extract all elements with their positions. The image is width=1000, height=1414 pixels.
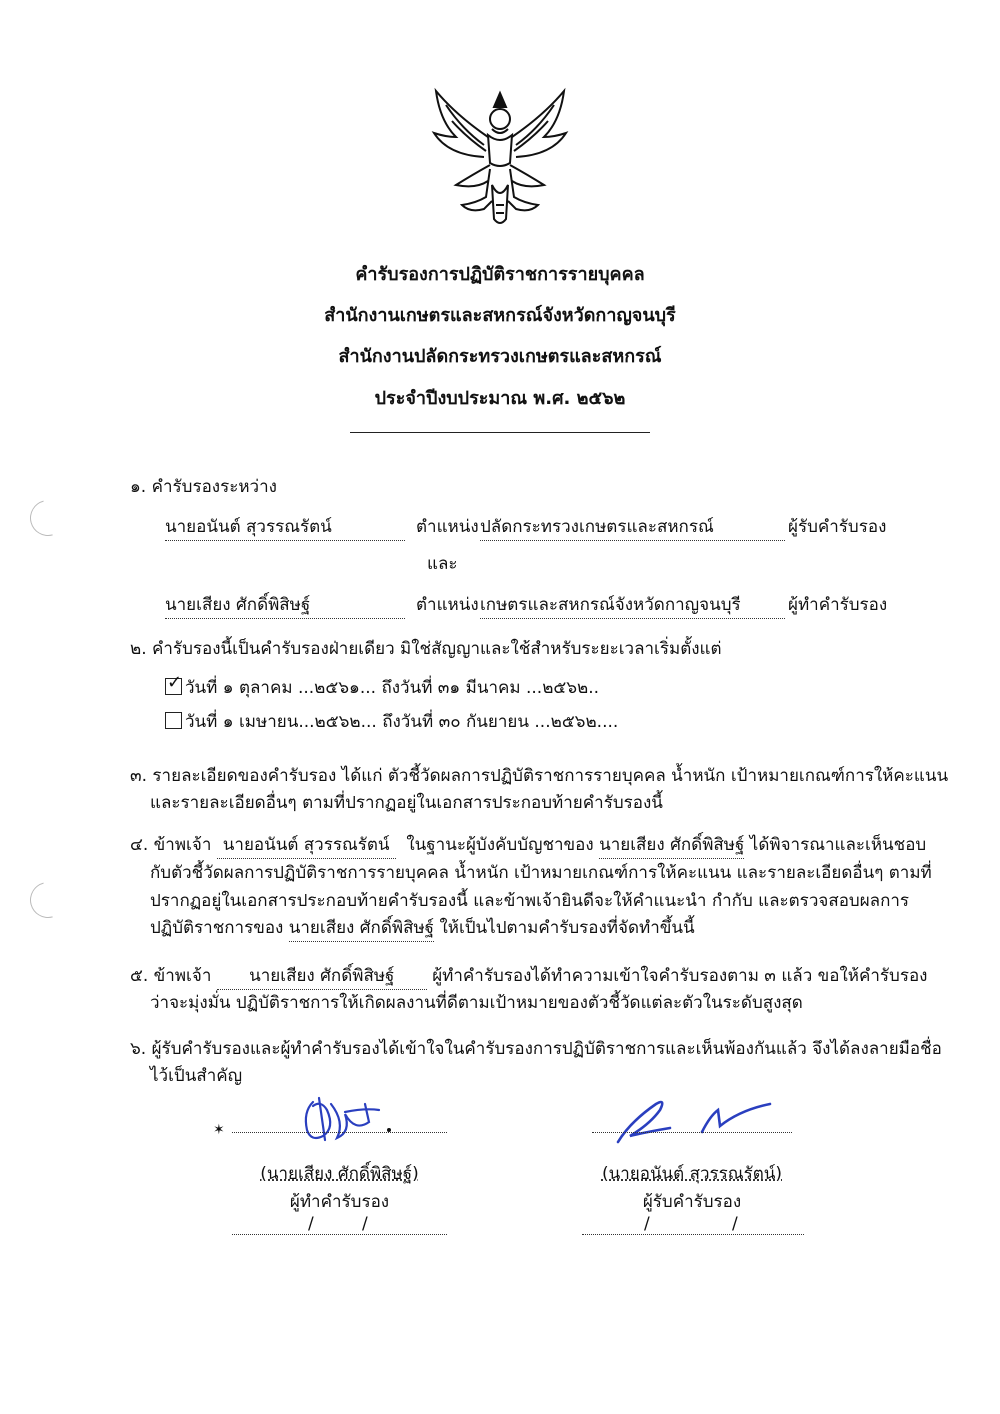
party1-position: ปลัดกระทรวงเกษตรและสหกรณ์: [480, 513, 785, 541]
punch-hole: [23, 493, 72, 542]
party2-role: ผู้ทำคำรับรอง: [788, 595, 888, 615]
date-separator: /: [308, 1214, 314, 1234]
section-4-suffix: ได้พิจารณาและเห็นชอบ: [749, 835, 927, 855]
garuda-emblem-icon: [426, 85, 574, 235]
subordinate-name: นายเสียง ศักดิ์พิสิษฐ์: [289, 914, 434, 942]
right-signer-name: (นายอนันต์ สุวรรณรัตน์): [601, 1164, 783, 1184]
fiscal-year: ประจำปีงบประมาณ พ.ศ. ๒๕๖๒: [374, 388, 626, 409]
left-signer-role: ผู้ทำคำรับรอง: [289, 1192, 390, 1212]
check-icon: ✓: [167, 672, 183, 693]
section-6-line2: ไว้เป็นสำคัญ: [150, 1066, 243, 1086]
party2-position-label: ตำแหน่ง: [416, 595, 479, 615]
period-option-1[interactable]: [165, 674, 599, 701]
period-option-1-label: วันที่ ๑ ตุลาคม ...๒๕๖๑... ถึงวันที่ ๓๑ มีนาคม ...๒๕๖๒..: [185, 678, 600, 698]
right-signature-line: [592, 1132, 792, 1133]
subordinate-name: นายเสียง ศักดิ์พิสิษฐ์: [599, 831, 744, 859]
section-5-line2: ว่าจะมุ่งมั่น ปฏิบัติราชการให้เกิดผลงานที่ดีตามเป้าหมายของตัวชี้วัดแต่ละตัวในระดับสูงสุด: [150, 993, 803, 1013]
party1-position-label: ตำแหน่ง: [416, 517, 479, 537]
section-4-line4: [150, 914, 695, 942]
right-date-line: [582, 1214, 804, 1235]
date-separator: /: [644, 1214, 650, 1234]
section-4-line4-prefix: ปฏิบัติราชการของ: [150, 918, 284, 938]
section-3-line2: และรายละเอียดอื่นๆ ตามที่ปรากฏอยู่ในเอกสารประกอบท้ายคำรับรองนี้: [150, 793, 663, 813]
office-name: สำนักงานเกษตรและสหกรณ์จังหวัดกาญจนบุรี: [324, 305, 676, 326]
section-4-line3: ปรากฏอยู่ในเอกสารประกอบท้ายคำรับรองนี้ และข้าพเจ้ายินดีจะให้คำแนะนำ กำกับ และตรวจสอบผลการ: [150, 891, 910, 911]
section-5-prefix: ๕. ข้าพเจ้า: [130, 966, 212, 986]
date-separator: /: [362, 1214, 368, 1234]
section-4-prefix: ๔. ข้าพเจ้า: [130, 835, 212, 855]
party2-position: เกษตรและสหกรณ์จังหวัดกาญจนบุรี: [480, 591, 785, 619]
section-5-line1: [130, 962, 927, 990]
punch-hole: [23, 875, 72, 924]
section-4-line2: กับตัวชี้วัดผลการปฏิบัติราชการรายบุคคล น้ำหนัก เป้าหมายเกณฑ์การให้คะแนน และรายละเอียดอื่นๆ ตามที่: [150, 863, 932, 883]
doc-title: คำรับรองการปฏิบัติราชการรายบุคคล: [355, 264, 645, 285]
right-signer-role: ผู้รับคำรับรอง: [642, 1192, 742, 1212]
title-divider: [350, 432, 650, 433]
section-4-mid: ในฐานะผู้บังคับบัญชาของ: [406, 835, 594, 855]
period-option-2-checkbox[interactable]: [165, 712, 182, 729]
party2-name: นายเสียง ศักดิ์พิสิษฐ์: [165, 591, 405, 619]
pledger-name: นายเสียง ศักดิ์พิสิษฐ์: [217, 962, 427, 990]
left-date-line: [232, 1214, 447, 1235]
party1-name: นายอนันต์ สุวรรณรัตน์: [165, 513, 405, 541]
left-signature: [285, 1092, 405, 1152]
section-6-line1: ๖. ผู้รับคำรับรองและผู้ทำคำรับรองได้เข้าใจในคำรับรองการปฏิบัติราชการและเห็นพ้องกันแล้ว จึงได้ลงลายมือชื่อ: [130, 1039, 942, 1059]
section-2-heading: ๒. คำรับรองนี้เป็นคำรับรองฝ่ายเดียว มิใช่สัญญาและใช้สำหรับระยะเวลาเริ่มตั้งแต่: [130, 639, 722, 659]
right-signature: [610, 1092, 780, 1152]
section-5-suffix: ผู้ทำคำรับรองได้ทำความเข้าใจคำรับรองตาม ๓ แล้ว ขอให้คำรับรอง: [432, 966, 928, 986]
period-option-1-checkbox[interactable]: [165, 672, 183, 695]
section-1-heading: ๑. คำรับรองระหว่าง: [130, 477, 277, 497]
section-4-line4-suffix: ให้เป็นไปตามคำรับรองที่จัดทำขึ้นนี้: [439, 918, 695, 938]
left-signer-name: (นายเสียง ศักดิ์พิสิษฐ์): [260, 1164, 419, 1184]
left-signature-line: [232, 1132, 447, 1133]
date-separator: /: [732, 1214, 738, 1234]
party1-role: ผู้รับคำรับรอง: [788, 517, 887, 537]
period-option-2-label: วันที่ ๑ เมษายน...๒๕๖๒... ถึงวันที่ ๓๐ กันยายน ...๒๕๖๒....: [185, 712, 619, 732]
left-sign-star-icon: ✶: [213, 1122, 225, 1138]
supervisor-name: นายอนันต์ สุวรรณรัตน์: [217, 831, 396, 859]
ministry-office: สำนักงานปลัดกระทรวงเกษตรและสหกรณ์: [338, 346, 662, 367]
and-connector: และ: [427, 554, 458, 574]
section-4-line1: [130, 831, 926, 859]
period-option-2[interactable]: [165, 708, 618, 735]
section-3-line1: ๓. รายละเอียดของคำรับรอง ได้แก่ ตัวชี้วัดผลการปฏิบัติราชการรายบุคคล น้ำหนัก เป้าหมายเกณฑ์การให้คะแนน: [130, 766, 949, 786]
